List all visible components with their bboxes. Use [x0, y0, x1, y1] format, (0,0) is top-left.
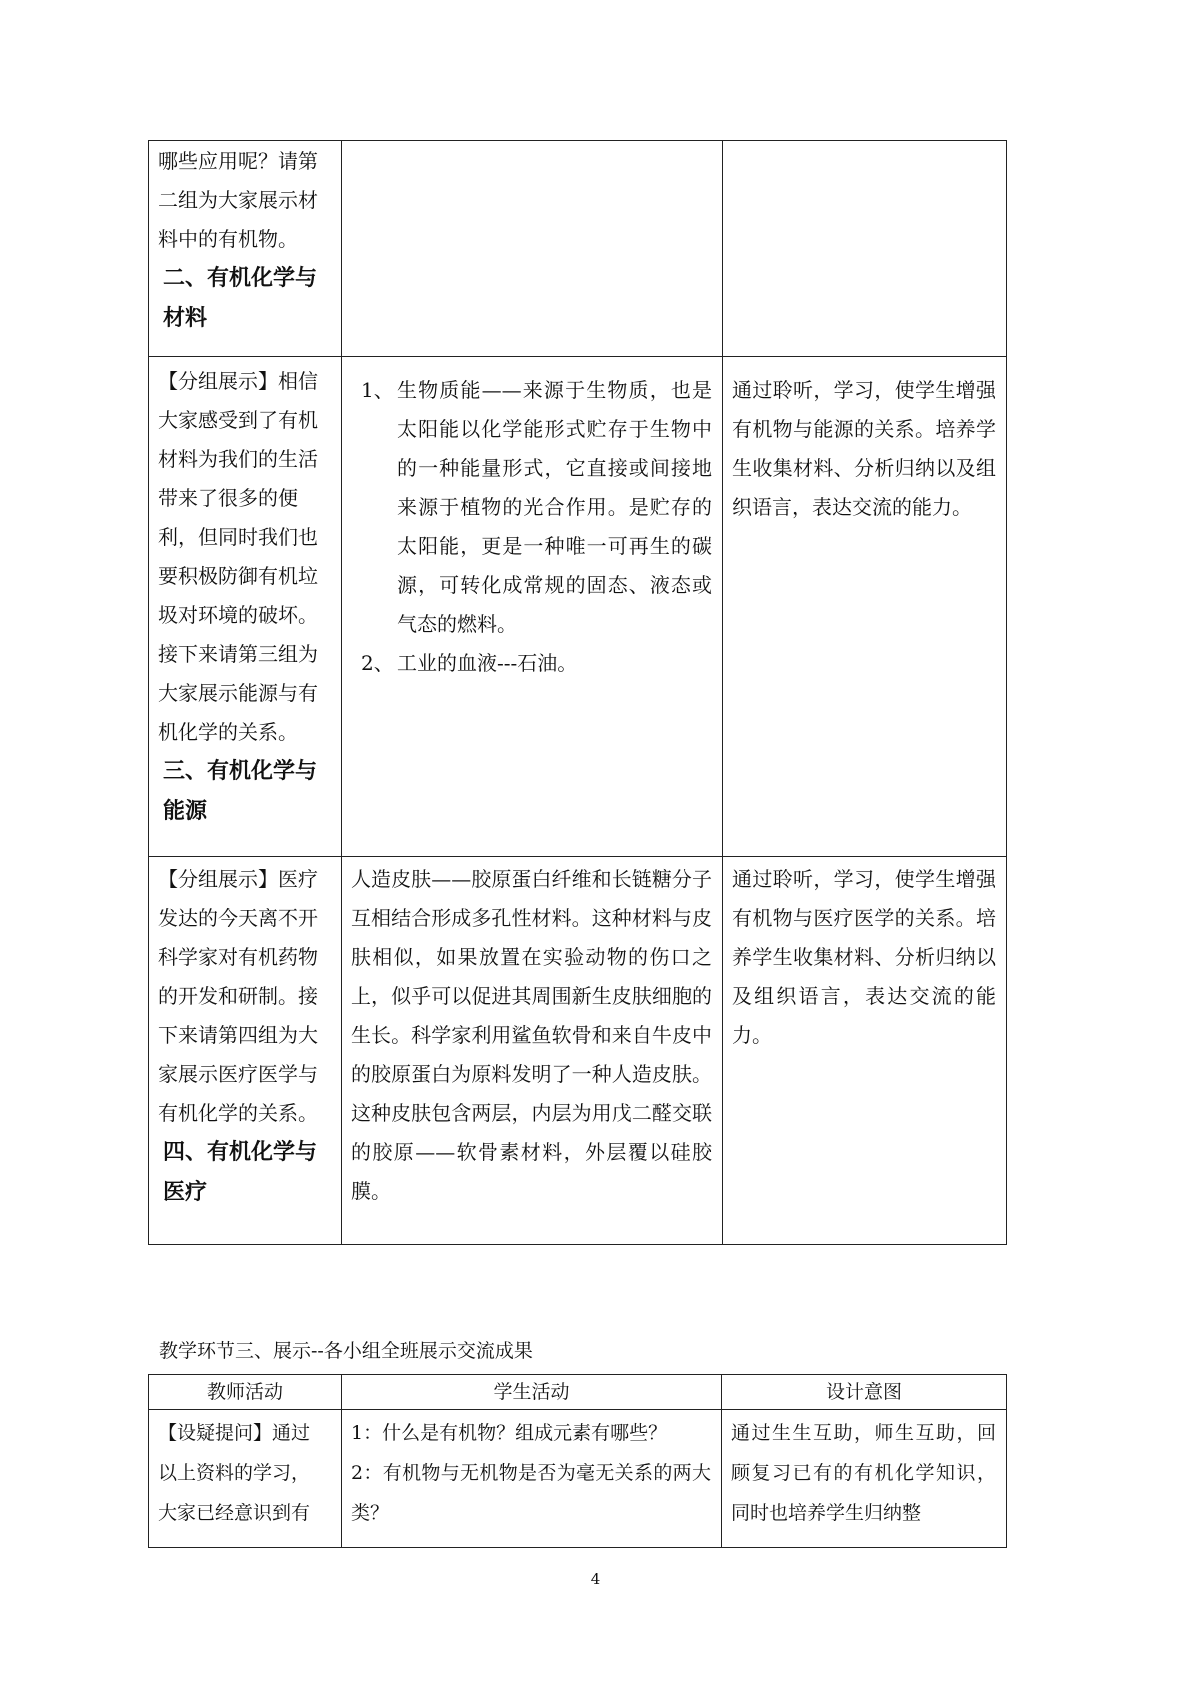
student-activity-cell	[342, 857, 723, 1245]
teacher-line: 接下来请第三组为	[158, 642, 318, 666]
teacher-line: 科学家对有机药物	[158, 945, 318, 969]
design-intent-cell	[723, 357, 1007, 857]
teacher-line: 利，但同时我们也	[158, 525, 318, 549]
teacher-line: 发达的今天离不开	[158, 906, 318, 930]
teacher-line: 要积极防御有机垃	[158, 564, 318, 588]
teacher-line: 大家感受到了有机	[158, 408, 318, 432]
table-row	[149, 857, 1007, 1245]
teacher-line: 大家展示能源与有	[158, 681, 318, 705]
section-heading: 三、有机化学与	[163, 759, 318, 784]
teacher-activity-cell	[149, 357, 342, 857]
list-number: 2、	[361, 651, 394, 675]
teacher-line: 机化学的关系。	[158, 720, 298, 744]
teacher-line: 以上资料的学习，	[158, 1462, 311, 1484]
teacher-activity-cell	[149, 857, 342, 1245]
teacher-line: 二组为大家展示材	[158, 188, 318, 212]
table-row	[149, 141, 1007, 357]
design-intent-cell	[723, 141, 1007, 357]
teacher-line: 料中的有机物。	[158, 227, 298, 251]
student-activity-text: 人造皮肤——胶原蛋白纤维和长链糖分子互相结合形成多孔性材料。这种材料与皮肤相似，如果放置在实验动物的伤口之上，似乎可以促进其周围新生皮肤细胞的生长。科学家利用鲨鱼软骨和来自牛皮中的胶原蛋白为原料发明了一种人造皮肤。这种皮肤包含两层，内层为用戊二醛交联的胶原——软骨素材料，外层覆以硅胶膜。	[351, 867, 712, 1203]
list-number: 1、	[361, 378, 394, 402]
design-intent-text: 通过聆听，学习，使学生增强有机物与能源的关系。培养学生收集材料、分析归纳以及组织语言，表达交流的能力。	[732, 378, 996, 519]
table-header-row	[149, 1375, 1007, 1410]
lesson-table	[148, 1374, 1007, 1548]
column-header: 设计意图	[722, 1375, 1007, 1410]
section-heading: 二、有机化学与	[163, 266, 318, 291]
teacher-line: 下来请第四组为大	[158, 1023, 318, 1047]
student-question: 1：什么是有机物？组成元素有哪些？	[351, 1422, 668, 1444]
teacher-line: 大家已经意识到有	[158, 1502, 311, 1524]
design-intent-cell	[723, 857, 1007, 1245]
design-intent-text: 通过聆听，学习，使学生增强有机物与医疗医学的关系。培养学生收集材料、分析归纳以及组织语言，表达交流的能力。	[732, 867, 996, 1047]
student-activity-cell	[342, 1410, 722, 1548]
list-item	[351, 371, 712, 644]
section-heading: 材料	[163, 306, 208, 331]
teacher-line: 带来了很多的便	[158, 486, 298, 510]
design-intent-cell	[722, 1410, 1007, 1548]
student-activity-cell	[342, 141, 723, 357]
list-item	[351, 644, 712, 683]
teacher-activity-cell	[149, 141, 342, 357]
teacher-line: 家展示医疗医学与	[158, 1062, 318, 1086]
table-row	[149, 1410, 1007, 1548]
teacher-line: 有机化学的关系。	[158, 1101, 318, 1125]
list-text: 工业的血液---石油。	[397, 651, 578, 675]
column-header: 教师活动	[149, 1375, 342, 1410]
lesson-table	[148, 140, 1007, 1245]
section-heading: 医疗	[163, 1180, 208, 1205]
table-row	[149, 357, 1007, 857]
student-question: 2：有机物与无机物是否为毫无关系的两大类？	[351, 1462, 711, 1524]
section-heading: 能源	[163, 799, 208, 824]
design-intent-text: 通过生生互助，师生互助，回顾复习已有的有机化学知识，同时也培养学生归纳整	[731, 1422, 996, 1524]
teacher-line: 【分组展示】医疗	[158, 867, 318, 891]
teacher-activity-cell	[149, 1410, 342, 1548]
column-header: 学生活动	[342, 1375, 722, 1410]
list-text: 生物质能——来源于生物质，也是太阳能以化学能形式贮存于生物中的一种能量形式，它直接或间接地来源于植物的光合作用。是贮存的太阳能，更是一种唯一可再生的碳源，可转化成常规的固态、液态或气态的燃料。	[397, 378, 712, 636]
student-activity-cell	[342, 357, 723, 857]
teacher-line: 哪些应用呢？请第	[158, 149, 318, 173]
section-title: 教学环节三、展示--各小组全班展示交流成果	[159, 1340, 533, 1362]
teacher-line: 圾对环境的破坏。	[158, 603, 318, 627]
page-number: 4	[590, 1570, 601, 1588]
teacher-line: 【设疑提问】通过	[158, 1422, 311, 1444]
section-heading: 四、有机化学与	[163, 1140, 318, 1165]
teacher-line: 【分组展示】相信	[158, 369, 318, 393]
teacher-line: 材料为我们的生活	[158, 447, 318, 471]
teacher-line: 的开发和研制。接	[158, 984, 318, 1008]
